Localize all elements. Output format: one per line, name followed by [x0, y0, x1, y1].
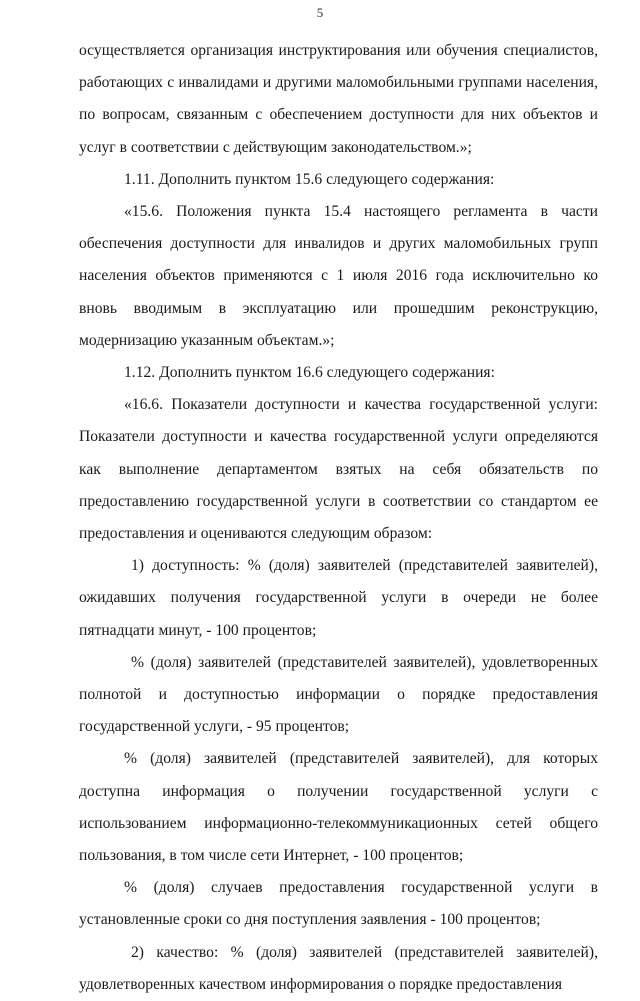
paragraph-15-6: «15.6. Положения пункта 15.4 настоящего регламента в части обеспечения доступности для инвалидов и других маломобильных групп населения объектов применяются с 1 июля 2016 года исключительно ко вновь вводимым в эксплуатацию или прошедшим реконструкцию, модернизацию указанным объектам.»;: [79, 203, 598, 349]
paragraph-info-completeness: % (доля) заявителей (представителей заявителей), удовлетворенных полнотой и доступностью информации о порядке предоставления государственной услуги, - 95 процентов;: [79, 653, 598, 736]
page-number: 5: [316, 5, 324, 20]
document-body: [79, 35, 598, 1001]
paragraph-continuation: осуществляется организация инструктирования или обучения специалистов, работающих с инвалидами и другими маломобильными группами населения, по вопросам, связанным с обеспечением доступности для них объектов и услуг в соответствии с действующим законодательством.»;: [79, 42, 598, 156]
paragraph-availability: 1) доступность: % (доля) заявителей (представителей заявителей), ожидавших получения государственной услуги в очереди не более пятнадцати минут, - 100 процентов;: [79, 557, 598, 639]
paragraph-deadlines: % (доля) случаев предоставления государственной услуги в установленные сроки со дня поступления заявления - 100 процентов;: [79, 879, 598, 929]
paragraph-online-access: % (доля) заявителей (представителей заявителей), для которых доступна информация о получении государственной услуги с использованием информационно-телекоммуникационных сетей общего пользования, в том числе сети Интернет, - 100 процентов;: [79, 750, 598, 865]
paragraph-1-11: 1.11. Дополнить пунктом 15.6 следующего содержания:: [124, 170, 495, 188]
paragraph-16-6: «16.6. Показатели доступности и качества государственной услуги: Показатели доступности и качества государственной услуги определяются как выполнение департаментом взятых на себя обязательств по предоставлению государственной услуги в соответствии со стандартом ее предоставления и оцениваются следующим образом:: [79, 396, 598, 543]
paragraph-1-12: 1.12. Дополнить пунктом 16.6 следующего содержания:: [124, 364, 495, 382]
paragraph-quality: 2) качество: % (доля) заявителей (представителей заявителей), удовлетворенных качеством информирования о порядке предоставления: [79, 943, 598, 993]
